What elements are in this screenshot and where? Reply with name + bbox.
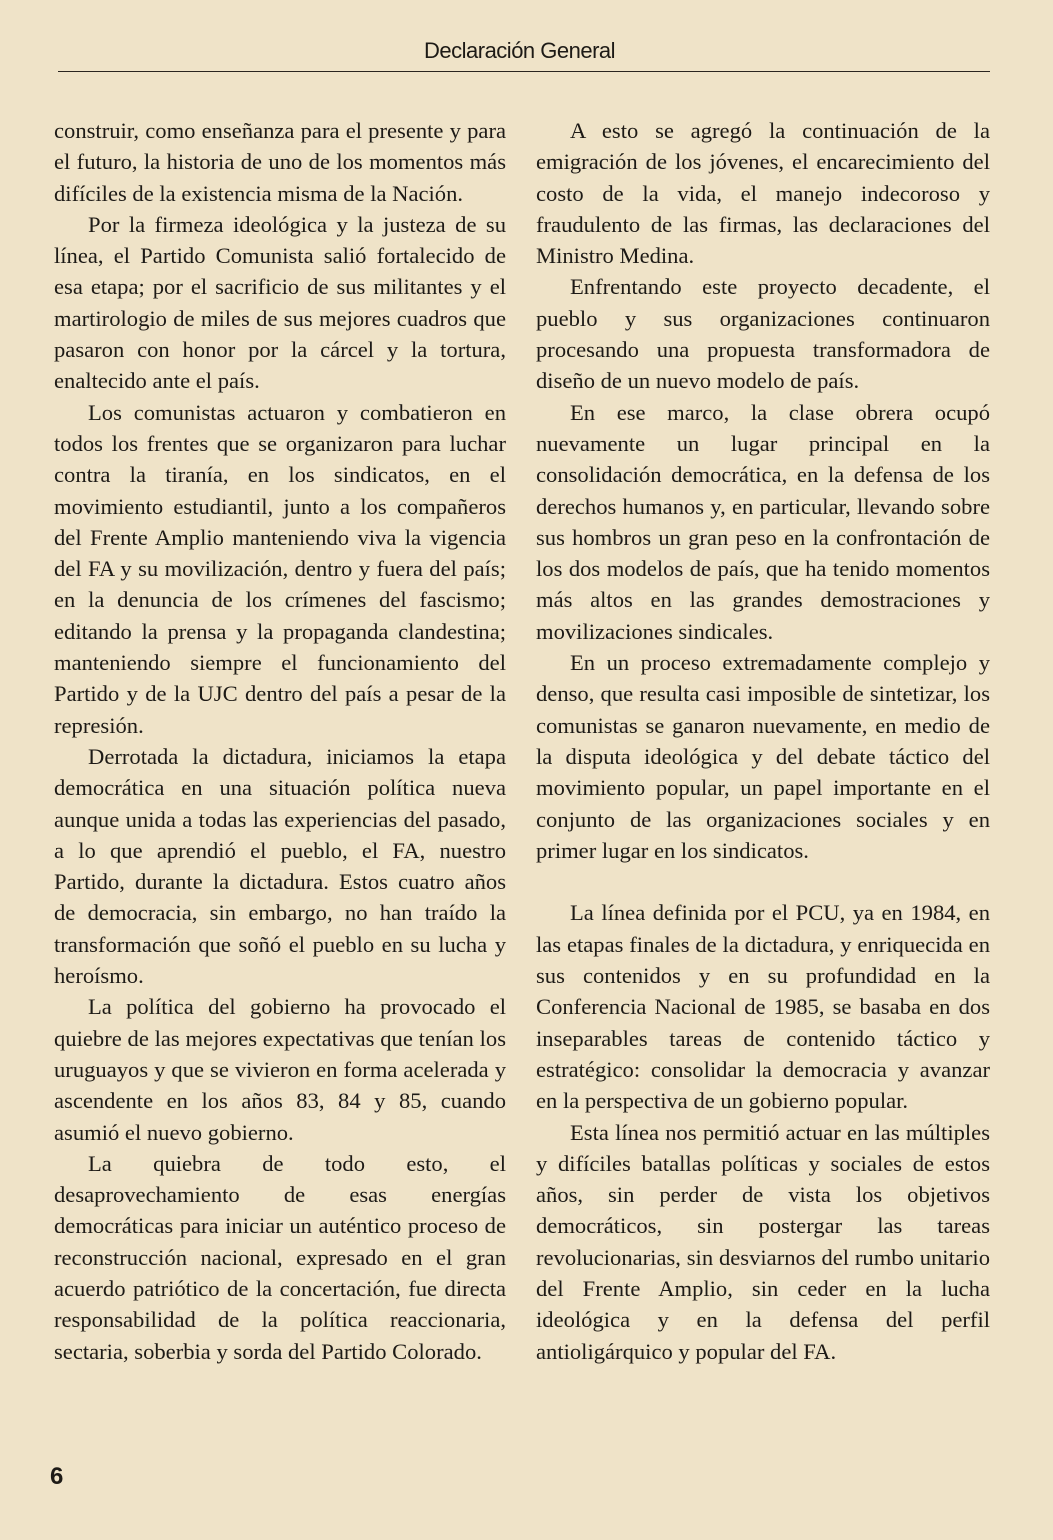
left-column (54, 115, 506, 1367)
page-number: 6 (50, 1463, 64, 1490)
paragraph: Esta línea nos permitió actuar en las múltiples y difíciles batallas políticas y sociales de estos años, sin perder de vista los objetivos democráticos, sin postergar las tareas revolucionarias, sin desviarnos del rumbo unitario del Frente Amplio, sin ceder en la lucha ideológica y en la defensa del perfil antioligárquico y popular del FA. (536, 1119, 990, 1364)
paragraph: La política del gobierno ha provocado el quiebre de las mejores expectativas que tenían los uruguayos y que se vivieron en forma acelerada y ascendente en los años 83, 84 y 85, cuando asumió el nuevo gobierno. (54, 994, 506, 1145)
running-header: Declaración General (424, 38, 616, 63)
paragraph: Enfrentando este proyecto decadente, el pueblo y sus organizaciones continuaron procesando una propuesta transformadora de diseño de un nuevo modelo de país. (536, 274, 990, 394)
paragraph: La línea definida por el PCU, ya en 1984, en las etapas finales de la dictadura, y enriquecida en sus contenidos y en su profundidad en la Conferencia Nacional de 1985, se basaba en dos inseparables tareas de contenido táctico y estratégico: consolidar la democracia y avanzar en la perspectiva de un gobierno popular. (536, 900, 990, 1114)
paragraph: Los comunistas actuaron y combatieron en todos los frentes que se organizaron para luchar contra la tiranía, en los sindicatos, en el movimiento estudiantil, junto a los compañeros del Frente Amplio manteniendo viva la vigencia del FA y su movilización, dentro y fuera del país; en la denuncia de los crímenes del fascismo; editando la prensa y la propaganda clandestina; manteniendo siempre el funcionamiento del Partido y de la UJC dentro del país a pesar de la represión. (54, 399, 506, 738)
paragraph: En un proceso extremadamente complejo y denso, que resulta casi imposible de sintetizar, los comunistas se ganaron nuevamente, en medio de la disputa ideológica y del debate táctico del movimiento popular, un papel importante en el conjunto de las organizaciones sociales y en primer lugar en los sindicatos. (536, 650, 990, 863)
paragraph: construir, como enseñanza para el presente y para el futuro, la historia de uno de los momentos más difíciles de la existencia misma de la Nación. (54, 118, 506, 206)
paragraph: En ese marco, la clase obrera ocupó nuevamente un lugar principal en la consolidación democrática, en la defensa de los derechos humanos y, en particular, llevando sobre sus hombros un gran peso en la confrontación de los dos modelos de país, que ha tenido momentos más altos en las grandes demostraciones y movilizaciones sindicales. (536, 399, 990, 644)
header-rule (58, 71, 990, 72)
paragraph: A esto se agregó la continuación de la emigración de los jóvenes, el encarecimiento del costo de la vida, el manejo indecoroso y fraudulento de las firmas, las declaraciones del Ministro Medina. (536, 118, 990, 269)
paragraph: La quiebra de todo esto, el desaprovechamiento de esas energías democráticas para iniciar un auténtico proceso de reconstrucción nacional, expresado en el gran acuerdo patriótico de la concertación, fue directa responsabilidad de la política reaccionaria, sectaria, soberbia y sorda del Partido Colorado. (54, 1150, 506, 1364)
paragraph: Derrotada la dictadura, iniciamos la etapa democrática en una situación política nueva aunque unida a todas las experiencias del pasado, a lo que aprendió el pueblo, el FA, nuestro Partido, durante la dictadura. Estos cuatro años de democracia, sin embargo, no han traído la transformación que soñó el pueblo en su lucha y heroísmo. (54, 743, 506, 989)
paragraph: Por la firmeza ideológica y la justeza de su línea, el Partido Comunista salió fortalecido de esa etapa; por el sacrificio de sus militantes y el martirologio de miles de sus mejores cuadros que pasaron con honor por la cárcel y la tortura, enaltecido ante el país. (54, 211, 506, 394)
right-column (536, 115, 990, 1367)
